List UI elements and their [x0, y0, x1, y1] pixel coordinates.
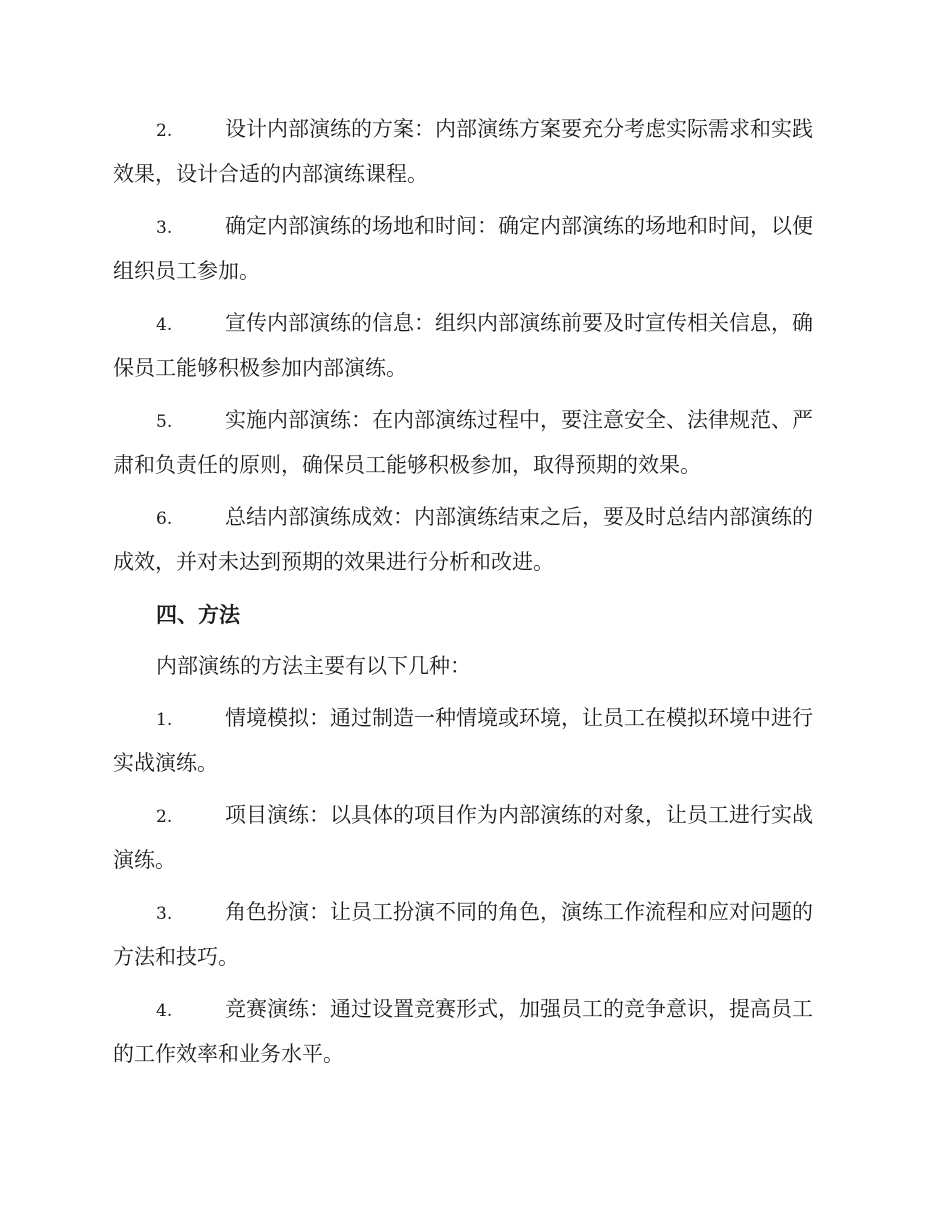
list-number: 3. [156, 904, 173, 924]
list-item [113, 697, 830, 785]
list-item [113, 794, 830, 882]
list-item [113, 891, 830, 979]
section-heading: 四、方法 [156, 602, 240, 627]
list-text: 实施内部演练：在内部演练过程中，要注意安全、法律规范、严肃和负责任的原则，确保员工能够积极参加，取得预期的效果。 [113, 408, 813, 477]
list-text: 竞赛演练：通过设置竞赛形式，加强员工的竞争意识，提高员工的工作效率和业务水平。 [113, 997, 813, 1066]
section-intro: 内部演练的方法主要有以下几种： [156, 654, 471, 678]
list-number: 1. [156, 710, 173, 730]
list-number: 2. [156, 121, 173, 141]
list-text: 总结内部演练成效：内部演练结束之后，要及时总结内部演练的成效，并对未达到预期的效果进行分析和改进。 [113, 505, 813, 574]
list-text: 设计内部演练的方案：内部演练方案要充分考虑实际需求和实践效果，设计合适的内部演练课程。 [113, 117, 813, 186]
list-number: 3. [156, 218, 173, 238]
list-text: 宣传内部演练的信息：组织内部演练前要及时宣传相关信息，确保员工能够积极参加内部演练。 [113, 311, 813, 380]
list-text: 情境模拟：通过制造一种情境或环境，让员工在模拟环境中进行实战演练。 [113, 706, 813, 775]
list-number: 5. [156, 412, 173, 432]
list-number: 6. [156, 509, 173, 529]
list-text: 确定内部演练的场地和时间：确定内部演练的场地和时间，以便组织员工参加。 [113, 214, 813, 283]
list-item [113, 302, 830, 390]
list-text: 角色扮演：让员工扮演不同的角色，演练工作流程和应对问题的方法和技巧。 [113, 900, 813, 969]
list-number: 4. [156, 1001, 173, 1021]
list-number: 2. [156, 807, 173, 827]
list-item [113, 399, 830, 487]
list-item [113, 108, 830, 196]
list-item [113, 205, 830, 293]
list-item [113, 496, 830, 584]
list-text: 项目演练：以具体的项目作为内部演练的对象，让员工进行实战演练。 [113, 803, 813, 872]
list-number: 4. [156, 315, 173, 335]
list-item [113, 988, 830, 1076]
